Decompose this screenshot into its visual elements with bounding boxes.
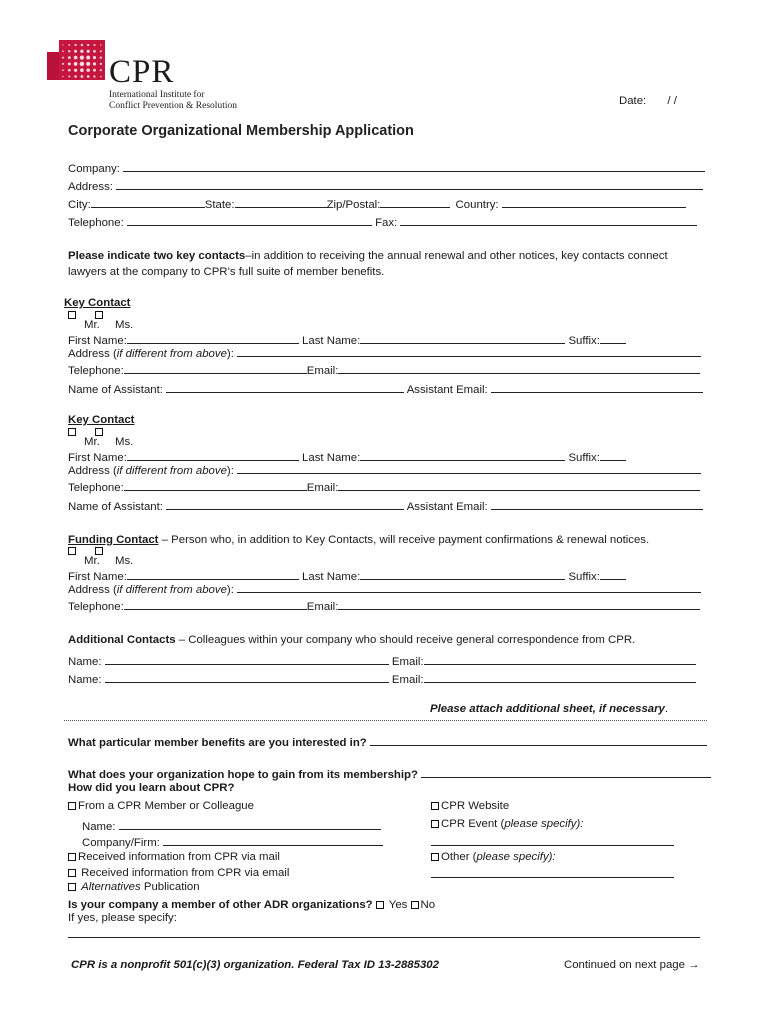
key-contact-1-address-row[interactable] (68, 345, 701, 360)
attach-note (430, 703, 668, 715)
address-end: ): (226, 348, 234, 360)
name-label: Name: (68, 656, 102, 668)
logo-dot (80, 56, 84, 60)
logo-dot (81, 75, 84, 78)
logo-dot (74, 62, 78, 66)
logo-dot (100, 44, 101, 45)
suffix-line[interactable] (600, 332, 626, 344)
additional-heading: Additional Contacts (68, 634, 176, 646)
first-name-line[interactable] (127, 568, 299, 580)
logo-line2: Conflict Prevention & Resolution (109, 101, 237, 111)
cpr-website-option[interactable] (431, 800, 509, 812)
logo-dot (86, 56, 90, 60)
ms-checkbox[interactable] (95, 311, 103, 319)
no-label: No (420, 899, 436, 911)
logo-dot (74, 69, 77, 72)
received-mail-option[interactable] (68, 851, 280, 863)
logo-dot (81, 44, 83, 46)
logo-dot (74, 50, 77, 53)
cpr-event-note: please specify): (504, 818, 584, 830)
mr-label: Mr. (84, 436, 100, 448)
assistant-label: Name of Assistant: (68, 501, 163, 513)
logo-dot (68, 44, 70, 46)
gain-question: What does your organization hope to gain from its membership? (68, 769, 418, 781)
section-divider (64, 720, 707, 721)
key-contact-2-assistant-row[interactable] (68, 498, 703, 513)
member-firm-line[interactable] (163, 834, 383, 846)
funding-heading: Funding Contact (68, 534, 159, 546)
received-mail-checkbox[interactable] (68, 853, 76, 861)
continued-note: Continued on next page → (564, 959, 700, 971)
last-name-label: Last Name: (302, 335, 361, 347)
address-end: ): (226, 465, 234, 477)
nonprofit-note: CPR is a nonprofit 501(c)(3) organization. Federal Tax ID 13-2885302 (71, 959, 439, 971)
additional-desc: – Colleagues within your company who should receive general correspondence from CPR. (175, 634, 636, 646)
member-name-line[interactable] (119, 818, 381, 830)
logo-dot (80, 50, 83, 53)
mr-checkbox[interactable] (68, 428, 76, 436)
yes-label: Yes (385, 899, 411, 911)
key-contact-1-assistant-row[interactable] (68, 381, 703, 396)
funding-heading-row (68, 534, 649, 546)
logo-dot (87, 75, 90, 78)
address-label: Address: (68, 181, 113, 193)
last-name-line[interactable] (360, 332, 565, 344)
last-name-line[interactable] (360, 568, 565, 580)
email-line[interactable] (338, 598, 700, 610)
funding-desc: – Person who, in addition to Key Contacts, will receive payment confirmations & renewal notices. (158, 534, 650, 546)
gain-line[interactable] (421, 766, 711, 778)
telephone-label: Telephone: (68, 601, 124, 613)
alternatives-checkbox[interactable] (68, 883, 76, 891)
address-line[interactable] (116, 178, 703, 190)
logo-dot (100, 63, 102, 65)
assistant-email-line[interactable] (491, 381, 703, 393)
suffix-line[interactable] (600, 449, 626, 461)
address-note: if different from above (116, 584, 227, 596)
email-line[interactable] (338, 479, 700, 491)
publication-label: Publication (140, 881, 200, 893)
gain-question-row[interactable] (68, 766, 711, 781)
yes-checkbox[interactable] (376, 901, 384, 909)
logo-dot (93, 56, 96, 59)
ms-checkbox[interactable] (95, 428, 103, 436)
if-yes-line[interactable] (68, 926, 700, 938)
state-line[interactable] (235, 196, 327, 208)
received-mail-label: Received information from CPR via mail (78, 851, 280, 863)
zip-label: Zip/Postal: (326, 199, 381, 211)
benefits-line[interactable] (370, 734, 707, 746)
cpr-logo-mark (47, 40, 109, 85)
fax-label: Fax: (375, 217, 398, 229)
additional-row-1[interactable] (68, 653, 696, 668)
logo-dot (68, 62, 71, 65)
funding-address-row[interactable] (68, 581, 701, 596)
logo-dot (62, 63, 64, 65)
from-member-checkbox[interactable] (68, 802, 76, 810)
telephone-line[interactable] (124, 479, 307, 491)
telephone-label: Telephone: (68, 482, 124, 494)
logo-dot (87, 44, 89, 46)
learn-question: How did you learn about CPR? (68, 782, 235, 794)
other-line[interactable] (431, 866, 674, 878)
name-line[interactable] (105, 653, 389, 665)
mr-label: Mr. (84, 555, 100, 567)
page-title: Corporate Organizational Membership Application (68, 123, 414, 139)
logo-dot (93, 62, 96, 65)
ms-label: Ms. (115, 555, 134, 567)
logo-dot (93, 75, 95, 77)
email-label: Email: (391, 656, 424, 668)
first-name-label: First Name: (68, 571, 127, 583)
member-firm-row[interactable] (82, 834, 383, 849)
alternatives-option[interactable] (68, 881, 200, 893)
country-label: Country: (455, 199, 499, 211)
date-label: Date: (619, 95, 647, 107)
logo-dot (94, 44, 96, 46)
address-note: if different from above (116, 348, 227, 360)
benefits-question: What particular member benefits are you interested in? (68, 737, 367, 749)
logo-dot (68, 50, 70, 52)
received-email-label: Received information from CPR via email (78, 867, 290, 879)
if-yes-label: If yes, please specify: (68, 912, 177, 924)
telephone-line[interactable] (124, 598, 307, 610)
address-line[interactable] (237, 581, 701, 593)
logo-dot (68, 56, 71, 59)
cpr-logo (47, 40, 237, 115)
assistant-line[interactable] (166, 498, 404, 510)
other-option[interactable] (431, 851, 556, 863)
email-label: Email: (306, 482, 339, 494)
state-label: State: (204, 199, 235, 211)
logo-dot (86, 68, 89, 71)
logo-dot (62, 69, 64, 71)
telephone-row[interactable] (68, 214, 697, 229)
additional-heading-row (68, 634, 635, 646)
alternatives-label: Alternatives (81, 881, 141, 893)
cpr-event-label: CPR Event ( (441, 818, 505, 830)
address-label: Address ( (68, 348, 117, 360)
telephone-line[interactable] (124, 362, 307, 374)
date-field[interactable] (619, 95, 677, 107)
logo-dot (80, 62, 84, 66)
company-row[interactable] (68, 160, 705, 175)
company-line[interactable] (123, 160, 705, 172)
other-note: please specify): (476, 851, 556, 863)
intro-rest: –in addition to receiving the annual renewal and other notices, key contacts connect (245, 250, 668, 262)
logo-dot (74, 56, 78, 60)
email-line[interactable] (424, 671, 696, 683)
adr-question-row[interactable] (68, 899, 435, 911)
assistant-email-line[interactable] (491, 498, 703, 510)
intro-line1 (68, 250, 668, 262)
received-email-checkbox[interactable] (68, 869, 76, 877)
ms-label: Ms. (115, 319, 134, 331)
attach-note-text: Please attach additional sheet, if necessary (430, 703, 665, 715)
intro-bold: Please indicate two key contacts (68, 250, 246, 262)
name-line[interactable] (105, 671, 389, 683)
first-name-label: First Name: (68, 452, 127, 464)
cpr-event-line[interactable] (431, 834, 674, 846)
name-label: Name: (68, 674, 102, 686)
key-contact-2-tel-row[interactable] (68, 479, 700, 494)
additional-row-2[interactable] (68, 671, 696, 686)
telephone-label: Telephone: (68, 217, 124, 229)
telephone-line[interactable] (127, 214, 372, 226)
key-contact-1-salutation (84, 319, 133, 331)
key-contact-2-address-row[interactable] (68, 462, 701, 477)
ms-label: Ms. (115, 436, 134, 448)
member-firm-label: Company/Firm: (82, 837, 160, 849)
cpr-event-checkbox[interactable] (431, 820, 439, 828)
city-label: City: (68, 199, 91, 211)
logo-dot (100, 56, 102, 58)
mr-checkbox[interactable] (68, 311, 76, 319)
ms-checkbox[interactable] (95, 547, 103, 555)
logo-line1: International Institute for (109, 90, 205, 100)
other-checkbox[interactable] (431, 853, 439, 861)
address-note: if different from above (116, 465, 227, 477)
from-member-label: From a CPR Member or Colleague (78, 800, 254, 812)
company-label: Company: (68, 163, 120, 175)
last-name-line[interactable] (360, 449, 565, 461)
benefits-question-row[interactable] (68, 734, 707, 749)
email-label: Email: (391, 674, 424, 686)
other-label: Other ( (441, 851, 477, 863)
email-line[interactable] (338, 362, 700, 374)
telephone-label: Telephone: (68, 365, 124, 377)
adr-question: Is your company a member of other ADR organizations? (68, 899, 373, 911)
address-end: ): (226, 584, 234, 596)
suffix-label: Suffix: (568, 571, 600, 583)
from-member-option[interactable] (68, 800, 254, 812)
logo-dot (100, 76, 102, 78)
member-name-label: Name: (82, 821, 116, 833)
assistant-label: Name of Assistant: (68, 384, 163, 396)
last-name-label: Last Name: (302, 452, 361, 464)
intro-line2: lawyers at the company to CPR’s full suite of member benefits. (68, 266, 385, 278)
city-line[interactable] (91, 196, 205, 208)
logo-dot (68, 69, 71, 72)
logo-dot (87, 50, 90, 53)
logo-dot (93, 69, 96, 72)
address-label: Address ( (68, 584, 117, 596)
mr-checkbox[interactable] (68, 547, 76, 555)
suffix-line[interactable] (600, 568, 626, 580)
email-label: Email: (306, 601, 339, 613)
no-checkbox[interactable] (411, 901, 419, 909)
logo-dot (100, 69, 102, 71)
mr-label: Mr. (84, 319, 100, 331)
suffix-label: Suffix: (568, 335, 600, 347)
key-contact-1-heading: Key Contact (64, 297, 131, 309)
first-name-line[interactable] (127, 332, 299, 344)
cpr-website-label: CPR Website (441, 800, 510, 812)
logo-dot (100, 50, 102, 52)
address-label: Address ( (68, 465, 117, 477)
assistant-line[interactable] (166, 381, 404, 393)
other-row[interactable] (431, 866, 674, 881)
funding-salutation (84, 555, 133, 567)
logo-dot (93, 50, 96, 53)
assistant-email-label: Assistant Email: (406, 501, 488, 513)
last-name-label: Last Name: (302, 571, 361, 583)
zip-line[interactable] (380, 196, 450, 208)
logo-name: CPR (109, 54, 175, 90)
address-line[interactable] (237, 345, 701, 357)
address-line[interactable] (237, 462, 701, 474)
member-name-row[interactable] (82, 818, 381, 833)
date-separator: / / (667, 95, 677, 107)
address-row[interactable] (68, 178, 703, 193)
key-contact-2-salutation (84, 436, 133, 448)
first-name-line[interactable] (127, 449, 299, 461)
city-row[interactable] (68, 196, 686, 211)
logo-dot (62, 50, 64, 52)
logo-dot (74, 44, 76, 46)
logo-dot (74, 75, 77, 78)
fax-line[interactable] (400, 214, 697, 226)
cpr-event-option[interactable] (431, 818, 583, 830)
logo-dot (80, 68, 84, 72)
country-line[interactable] (502, 196, 686, 208)
assistant-email-label: Assistant Email: (406, 384, 488, 396)
attach-note-period: . (664, 703, 669, 715)
key-contact-1-tel-row[interactable] (68, 362, 700, 377)
logo-dot (62, 76, 63, 77)
logo-dot (62, 44, 63, 45)
logo-dot (62, 57, 64, 59)
logo-dot (86, 62, 90, 66)
cpr-website-checkbox[interactable] (431, 802, 439, 810)
email-label: Email: (306, 365, 339, 377)
received-email-option[interactable] (68, 867, 289, 879)
first-name-label: First Name: (68, 335, 127, 347)
suffix-label: Suffix: (568, 452, 600, 464)
email-line[interactable] (424, 653, 696, 665)
key-contact-2-heading: Key Contact (68, 414, 135, 426)
funding-tel-row[interactable] (68, 598, 700, 613)
logo-dot (68, 75, 70, 77)
cpr-event-row[interactable] (431, 834, 674, 849)
